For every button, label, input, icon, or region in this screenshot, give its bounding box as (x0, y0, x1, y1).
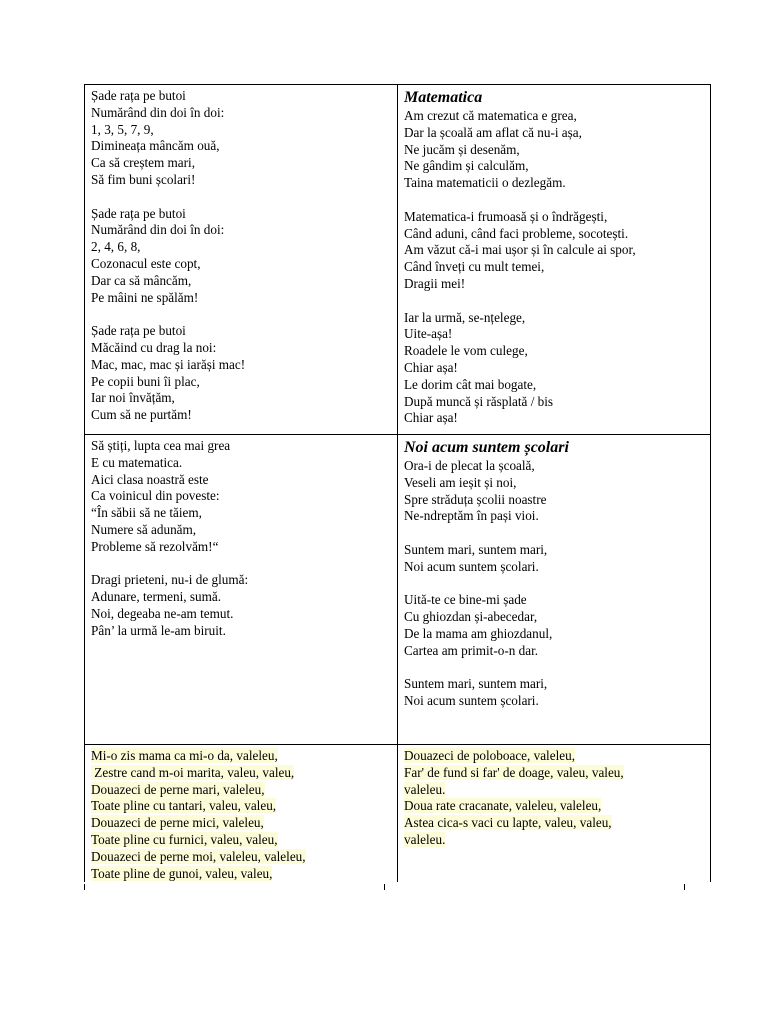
verse-line: Adunare, termeni, sumă. (91, 589, 222, 605)
verse-line: Cozonacul este copt, (91, 255, 201, 271)
stanza (404, 458, 704, 525)
verse-line: Noi, degeaba ne-am temut. (91, 605, 234, 621)
verse-line: Să știți, lupta cea mai grea (91, 438, 231, 453)
table-bottom-edge (84, 884, 685, 890)
highlighted-text: Mi-o zis mama ca mi-o da, valeleu, (91, 748, 278, 763)
verse-line: Iar noi învățăm, (91, 390, 175, 406)
verse-line (404, 798, 704, 815)
stanza (91, 88, 391, 189)
verse-line: Șade rața pe butoi (91, 88, 186, 103)
verse-line: “În săbii să ne tăiem, (91, 505, 202, 521)
stanza (404, 592, 704, 659)
verse-line: Spre străduța școlii noastre (404, 491, 547, 507)
highlighted-text: Toate pline cu tantari, valeu, valeu, (91, 798, 277, 814)
highlighted-text: Douazeci de perne moi, valeleu, valeleu, (91, 848, 306, 864)
verse-line: De la mama am ghiozdanul, (404, 625, 553, 641)
verse-line: Le dorim cât mai bogate, (404, 376, 537, 392)
verse-line: Numărând din doi în doi: (91, 104, 225, 120)
verse-line (91, 798, 391, 815)
cell-r1c1 (85, 85, 398, 435)
verse-line: Ora-i de plecat la școală, (404, 458, 535, 473)
highlighted-text: Zestre cand m-oi marita, valeu, valeu, (91, 764, 295, 780)
table-row (85, 745, 711, 883)
verse-line: Când înveți cu mult temei, (404, 259, 545, 275)
highlighted-text: Douazeci de perne mari, valeleu, (91, 781, 265, 797)
highlighted-text: Astea cica-s vaci cu lapte, valeu, valeu, (404, 815, 612, 831)
verse-line (91, 832, 391, 849)
stanza (91, 572, 391, 639)
highlighted-text: Toate pline de gunoi, valeu, valeu, (91, 865, 273, 881)
verse-line: Cartea am primit-o-n dar. (404, 642, 539, 658)
verse-line: Cu ghiozdan și-abecedar, (404, 609, 538, 625)
verse-line: Pân’ la urmă le-am biruit. (91, 622, 226, 638)
verse-line: Noi acum suntem școlari. (404, 693, 539, 709)
stanza (91, 438, 391, 556)
tick-mark (684, 884, 685, 890)
verse-line: Suntem mari, suntem mari, (404, 676, 548, 692)
highlighted-text: valeleu. (404, 781, 446, 797)
cell-r2c1 (85, 435, 398, 745)
verse-line: Noi acum suntem școlari. (404, 558, 539, 574)
verse-line (91, 782, 391, 799)
verse-line: Dar ca să mâncăm, (91, 272, 192, 288)
verse-line: Probleme să rezolvăm!“ (91, 538, 219, 554)
verse-line: Mac, mac, mac și iarăși mac! (91, 356, 246, 372)
verse-line (404, 765, 704, 782)
verse-line: Aici clasa noastră este (91, 471, 209, 487)
verse-line: Șade rața pe butoi (91, 205, 186, 221)
verse-line: Pe copii buni îi plac, (91, 373, 200, 389)
verse-line (404, 815, 704, 832)
tick-mark (84, 884, 85, 890)
verse-line: Matematica-i frumoasă și o îndrăgești, (404, 208, 608, 224)
highlighted-text: Toate pline cu furnici, valeu, valeu, (91, 831, 278, 847)
verse-line (91, 849, 391, 866)
highlighted-text: Douazeci de poloboace, valeleu, (404, 748, 575, 763)
stanza (404, 310, 704, 428)
table-row (85, 435, 711, 745)
cell-r3c1 (85, 745, 398, 883)
highlighted-text: valeleu. (404, 831, 446, 847)
verse-line: Chiar așa! (404, 410, 458, 426)
stanza (404, 676, 704, 710)
verse-line: E cu matematica. (91, 454, 183, 470)
highlighted-text: Far' de fund si far' de doage, valeu, valeu, (404, 764, 624, 780)
stanza (91, 323, 391, 424)
verse-line: Șade rața pe butoi (91, 323, 186, 339)
verse-line: Taina matematicii o dezlegăm. (404, 175, 566, 191)
cell-r2c2 (398, 435, 711, 745)
verse-line: Ca voinicul din poveste: (91, 488, 220, 504)
table-row (85, 85, 711, 435)
verse-line: Cum să ne purtăm! (91, 407, 192, 423)
verse-line: Dragii mei! (404, 275, 466, 291)
verse-line (91, 748, 391, 765)
cell-r1c2 (398, 85, 711, 435)
poems-table (84, 84, 711, 882)
verse-line: Roadele le vom culege, (404, 343, 528, 359)
verse-line: Ca să creștem mari, (91, 155, 195, 171)
verse-line: Numărând din doi în doi: (91, 222, 225, 238)
stanza (91, 206, 391, 307)
verse-line: Când aduni, când faci probleme, socotești. (404, 225, 629, 241)
verse-line: Chiar așa! (404, 359, 458, 375)
verse-line: Am crezut că matematica e grea, (404, 108, 577, 123)
highlighted-text: Douazeci de perne mici, valeleu, (91, 815, 264, 831)
verse-line: Dimineața mâncăm ouă, (91, 138, 220, 154)
stanza (404, 748, 704, 849)
verse-line: Am văzut că-i mai ușor și în calcule ai spor, (404, 242, 636, 258)
poem-title: Noi acum suntem școlari (404, 439, 569, 456)
verse-line: Ne gândim și calculăm, (404, 158, 529, 174)
verse-line: Măcăind cu drag la noi: (91, 339, 217, 355)
verse-line: Dragi prieteni, nu-i de glumă: (91, 572, 249, 588)
verse-line: Să fim buni școlari! (91, 171, 196, 187)
verse-line (404, 832, 704, 849)
verse-line: Uite-așa! (404, 326, 453, 342)
stanza (404, 108, 704, 192)
verse-line: Veseli am ieșit și noi, (404, 474, 517, 490)
verse-line: Iar la urmă, se-nțelege, (404, 309, 526, 325)
verse-line (91, 765, 391, 782)
verse-line: După muncă și răsplată / bis (404, 393, 554, 409)
verse-line: Numere să adunăm, (91, 521, 197, 537)
stanza (404, 209, 704, 293)
verse-line (91, 815, 391, 832)
verse-line (404, 748, 704, 765)
stanza (404, 542, 704, 576)
verse-line (91, 866, 391, 883)
stanza (91, 748, 391, 882)
verse-line: 1, 3, 5, 7, 9, (91, 121, 154, 137)
highlighted-text: Doua rate cracanate, valeleu, valeleu, (404, 798, 602, 814)
verse-line: Ne jucăm și desenăm, (404, 141, 520, 157)
verse-line: Dar la școală am aflat că nu-i așa, (404, 124, 582, 140)
verse-line: Uită-te ce bine-mi șade (404, 592, 527, 608)
verse-line: Pe mâini ne spălăm! (91, 289, 199, 305)
tick-mark (384, 884, 385, 890)
verse-line: Suntem mari, suntem mari, (404, 541, 548, 557)
cell-r3c2 (398, 745, 711, 883)
verse-line (404, 782, 704, 799)
verse-line: 2, 4, 6, 8, (91, 239, 141, 255)
verse-line: Ne-ndreptăm în pași vioi. (404, 508, 539, 524)
poem-title: Matematica (404, 89, 483, 106)
